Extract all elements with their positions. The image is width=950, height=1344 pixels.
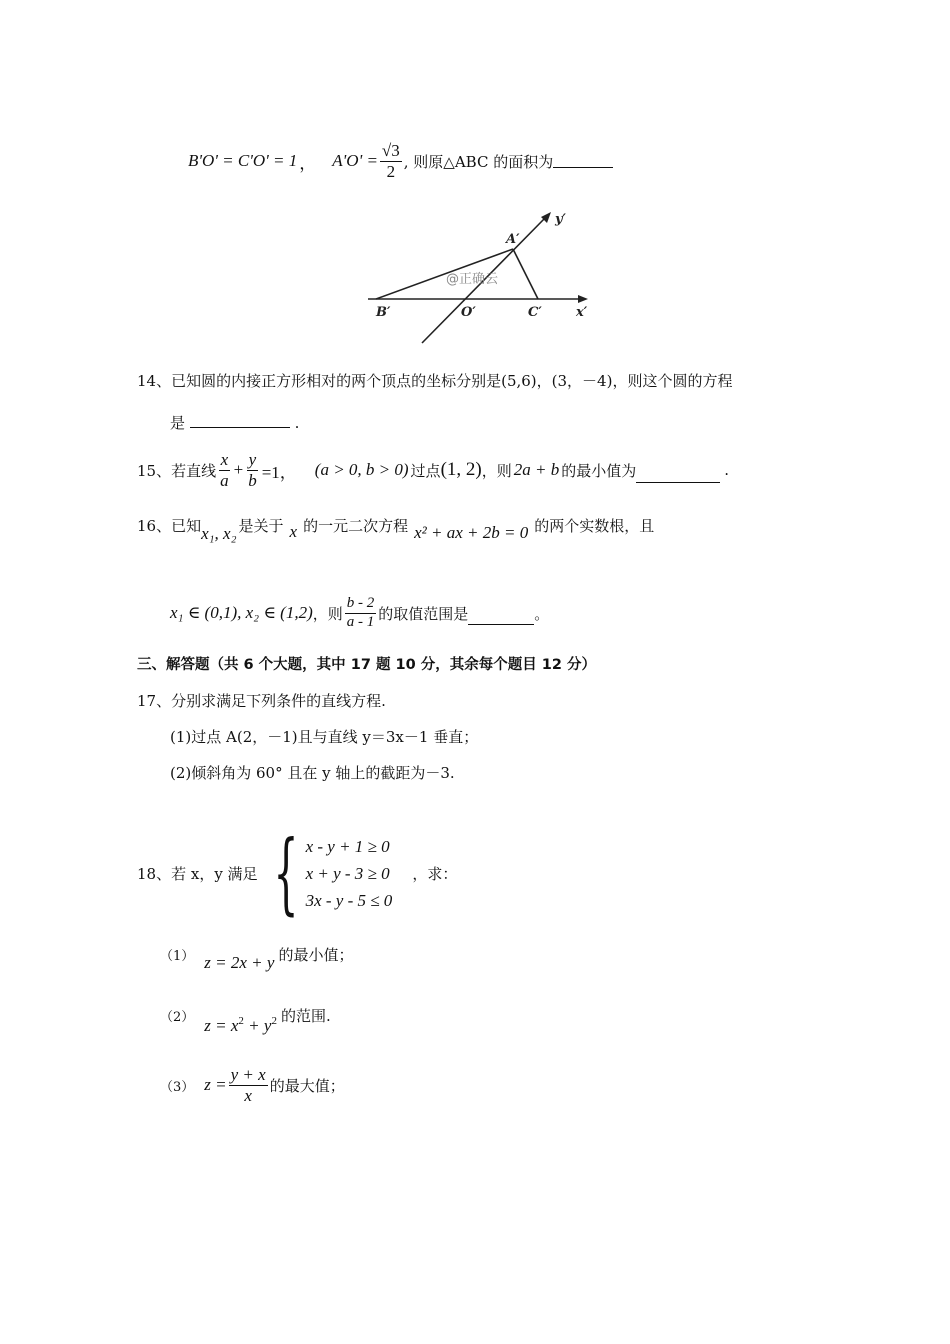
q18-inequality-system — [258, 821, 393, 924]
q16-frac-den: a - 1 — [346, 613, 375, 630]
q15-frac1-num: x — [220, 449, 229, 469]
q16-answer-blank — [468, 612, 534, 625]
q15-line — [137, 446, 729, 494]
q16-var-x: x — [289, 522, 298, 541]
label-yprime: y′ — [555, 212, 566, 227]
q16-prefix: 16、已知 — [137, 516, 202, 535]
watermark-text: @正确云 — [446, 272, 499, 287]
oblique-axis-figure — [360, 205, 600, 345]
q16-line1 — [137, 508, 654, 542]
q18-ineq3: 3x - y - 5 ≤ 0 — [305, 890, 393, 910]
q18-p3-lhs: z = — [204, 1075, 227, 1094]
q18-p2-mid: + y — [243, 1015, 272, 1035]
q16-text-range: 的取值范围是 — [378, 604, 469, 623]
side-aprime-cprime — [513, 249, 538, 299]
q16-text-then: ，则 — [312, 604, 343, 623]
q14-answer-blank — [190, 415, 290, 428]
q18-p1-text: 的最小值； — [278, 945, 354, 964]
q18-suffix: ，求： — [412, 864, 458, 883]
label-xprime: x′ — [576, 305, 588, 320]
section3-heading: 三、解答题（共 6 个大题，其中 17 题 10 分，其余每个题目 12 分） — [137, 657, 597, 673]
q13-sqrt3-over-2 — [380, 142, 402, 181]
q13-tail-line — [188, 136, 613, 186]
q18-p3-fraction — [229, 1066, 268, 1105]
q15-text-then: ，则 — [481, 461, 512, 480]
q16-text-roots: 的两个实数根，且 — [534, 516, 655, 535]
q17-part1: (1)过点 A(2，－1)且与直线 y＝3x－1 垂直； — [170, 728, 479, 746]
q14-line2 — [170, 412, 299, 433]
q18-part3 — [160, 1062, 345, 1108]
q13-frac-num: √3 — [381, 140, 400, 160]
q16-condition: x₁ ∈ (0,1), x₂ ∈ (1,2) — [170, 603, 313, 622]
q14-period: . — [294, 414, 300, 432]
q15-prefix: 15、若直线 — [137, 461, 217, 480]
q13-frac-den: 2 — [386, 161, 396, 181]
q16-text-quadratic: 的一元二次方程 — [303, 516, 409, 535]
q18-p3-num: y + x — [230, 1064, 266, 1084]
q13-eq-bo-co: B'O' = C'O' = 1 — [188, 151, 298, 170]
q14-text: 是 — [170, 414, 186, 432]
q17-part2: (2)倾斜角为 60° 且在 y 轴上的截距为－3. — [170, 764, 455, 782]
q15-point: (1, 2) — [440, 459, 482, 480]
q15-frac2-num: y — [248, 449, 257, 469]
q16-text-about: 是关于 — [238, 516, 284, 535]
q15-eq: =1， — [261, 462, 297, 482]
q13-text: , 则原△ABC 的面积为 — [403, 152, 554, 171]
q18-part1 — [160, 940, 353, 976]
q18-p1-label: （1） — [160, 948, 195, 964]
q16-frac-num: b - 2 — [345, 596, 377, 614]
q15-expr: 2a + b — [513, 460, 560, 479]
q17-title: 17、分别求满足下列条件的直线方程. — [137, 692, 386, 710]
q18-prefix: 18、若 x，y 满足 — [137, 864, 258, 883]
q18-p2-lhs: z = x — [204, 1015, 239, 1035]
q15-frac-y-over-b — [246, 451, 259, 490]
q18-p2-sup2: 2 — [271, 1014, 277, 1027]
q18-p2-expr — [204, 1015, 277, 1036]
q18-p2-label: （2） — [160, 1009, 195, 1025]
q18-part2 — [160, 1000, 331, 1038]
q18-p1-expr: z = 2x + y — [204, 953, 275, 972]
q13-answer-blank — [553, 155, 613, 168]
q18-p2-text: 的范围. — [280, 1006, 331, 1025]
q16-fraction — [345, 596, 377, 631]
q18-p3-den: x — [244, 1085, 252, 1105]
q15-answer-blank — [636, 470, 720, 483]
label-cprime: C′ — [528, 305, 542, 320]
q14-line1: 14、已知圆的内接正方形相对的两个顶点的坐标分别是(5,6)，(3，－4)，则这个圆的方程 — [137, 372, 733, 390]
xprime-arrowhead — [578, 295, 588, 303]
q18-ineq1: x - y + 1 ≥ 0 — [305, 836, 390, 856]
q15-frac2-den: b — [248, 470, 257, 490]
q15-frac-x-over-a — [218, 451, 231, 490]
q15-text-through: 过点 — [410, 461, 441, 480]
q16-equation: x² + ax + 2b = 0 — [414, 523, 529, 542]
label-bprime: B′ — [376, 305, 391, 320]
q18-left-brace: { — [272, 821, 299, 924]
q16-end: 。 — [534, 604, 550, 623]
q13-eq-ao-left: A'O' = — [332, 151, 378, 170]
q18-p3-text: 的最大值； — [269, 1076, 345, 1095]
q13-separator: ， — [299, 153, 317, 173]
q15-plus: + — [233, 460, 244, 479]
q18-line — [137, 821, 458, 924]
q15-text-min: 的最小值为 — [561, 461, 637, 480]
label-oprime: O′ — [461, 305, 476, 320]
q18-ineq2: x + y - 3 ≥ 0 — [305, 863, 390, 883]
q15-frac1-den: a — [220, 470, 229, 490]
q18-inequalities — [306, 833, 393, 914]
q16-line2 — [170, 590, 549, 636]
q16-vars: x₁, x₂ — [201, 524, 237, 543]
q18-p3-label: （3） — [160, 1079, 195, 1095]
q15-period: . — [724, 461, 730, 479]
label-aprime: A′ — [506, 232, 520, 247]
q18-p2-sup1: 2 — [238, 1014, 244, 1027]
q15-condition: (a > 0, b > 0) — [314, 460, 409, 479]
